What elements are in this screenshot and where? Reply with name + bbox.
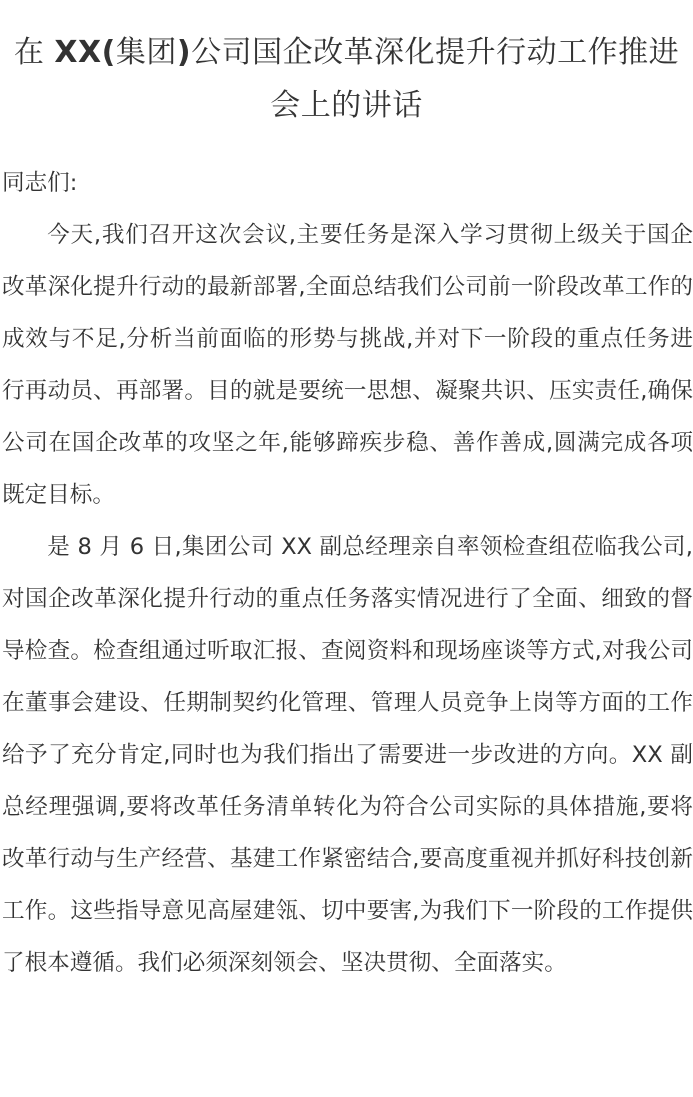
title-bold-close: ) xyxy=(176,35,192,70)
paragraph-2: 是 8 月 6 日,集团公司 XX 副总经理亲自率领检查组莅临我公司,对国企改革深化提升行动的重点任务落实情况进行了全面、细致的督导检查。检查组通过听取汇报、查阅资料和现场座谈等方式,对我公司在董事会建设、任期制契约化管理、管理人员竞争上岗等方面的工作给予了充分肯定,同时也为我们指出了需要进一步改进的方向。XX 副总经理强调,要将改革任务清单转化为符合公司实际的具体措施,要将改革行动与生产经营、基建工作紧密结合,要高度重视并抓好科技创新工作。这些指导意见高屋建瓴、切中要害,为我们下一阶段的工作提供了根本遵循。我们必须深刻领会、坚决贯彻、全面落实。 xyxy=(2,534,693,976)
title-bold-xx: XX( xyxy=(54,35,116,70)
title-rest: 公司国企改革深化提升行动工作推进会上的讲话 xyxy=(191,35,680,123)
document-title xyxy=(10,26,683,132)
title-prefix: 在 xyxy=(13,35,55,70)
title-group: 集团 xyxy=(115,35,177,70)
salutation: 同志们: xyxy=(2,170,78,196)
paragraph-1: 今天,我们召开这次会议,主要任务是深入学习贯彻上级关于国企改革深化提升行动的最新部署,全面总结我们公司前一阶段改革工作的成效与不足,分析当前面临的形势与挑战,并对下一阶段的重点任务进行再动员、再部署。目的就是要统一思想、凝聚共识、压实责任,确保公司在国企改革的攻坚之年,能够蹄疾步稳、善作善成,圆满完成各项既定目标。 xyxy=(2,222,693,508)
document-body xyxy=(2,157,693,989)
